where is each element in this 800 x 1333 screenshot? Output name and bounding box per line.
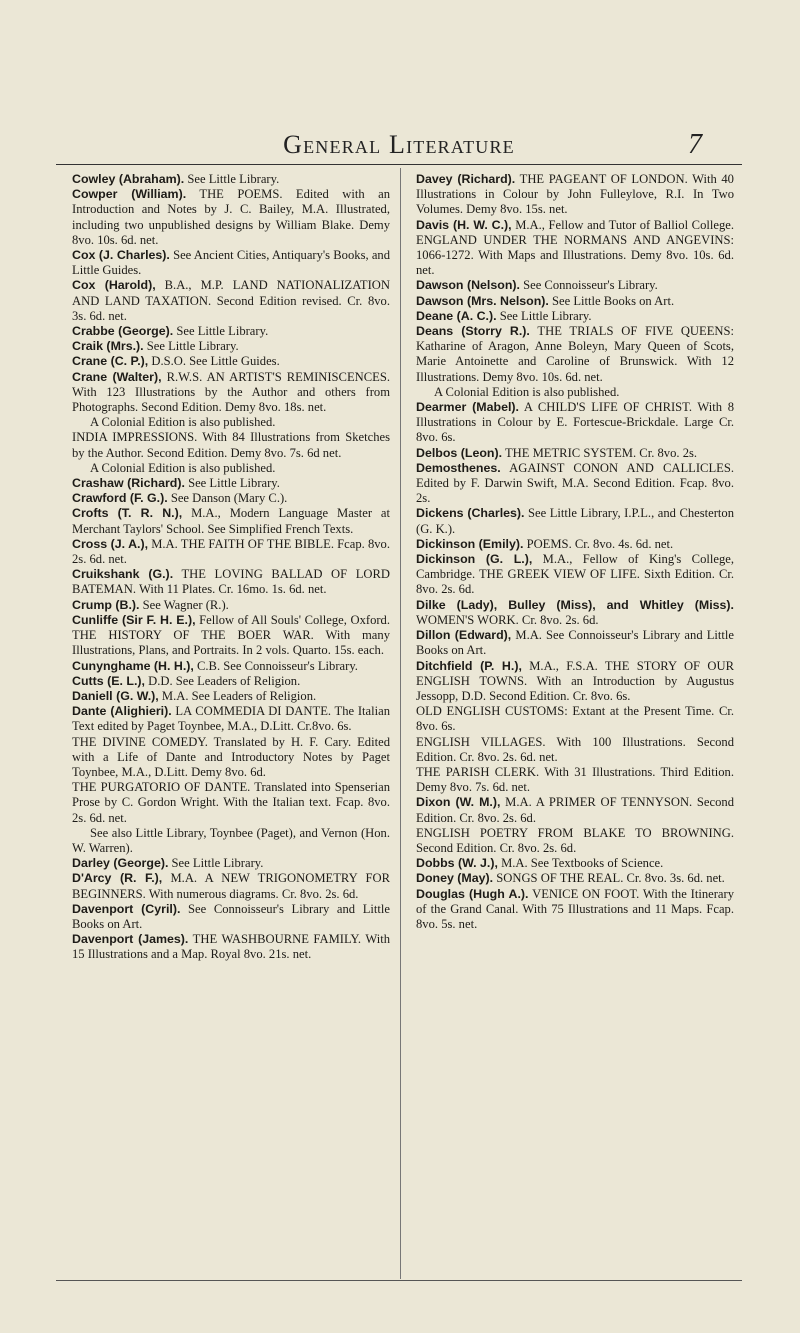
catalogue-entry [416,400,734,446]
running-head [56,130,742,160]
catalogue-entry [72,187,390,248]
entry-text: See Little Library. [184,172,280,186]
entry-text: A Colonial Edition is also published. [434,384,620,399]
entry-text: C.B. See Connoisseur's Library. [193,658,358,673]
catalogue-entry [416,765,734,795]
entry-text: OLD ENGLISH CUSTOMS: Extant at the Present Time. Cr. 8vo. 6s. [416,704,734,734]
catalogue-entry [72,856,390,871]
entry-heading: Darley (George). [72,856,169,871]
catalogue-entry [416,309,734,324]
entry-heading: Cowper (William). [72,187,187,202]
catalogue-entry [72,567,390,597]
entry-heading: Dickinson (G. L.), [416,552,533,567]
catalogue-entry [416,552,734,598]
entry-text: Fellow of All Souls' College, Oxford. THE HISTORY OF THE BOER WAR. With many Illustrations, Plans, and Portraits. In 2 vols. Quarto. 15s. each. [72,612,391,658]
entry-text: M.A. See Leaders of Religion. [158,688,317,703]
entry-text: M.A., Fellow and Tutor of Balliol College. ENGLAND UNDER THE NORMANS AND ANGEVINS: 1066-1272. With Maps and Illustrations. Demy 8vo. 10s. 6d. net. [416,217,734,278]
entry-text: See Little Library. [173,324,269,339]
entry-heading: Cutts (E. L.), [72,673,145,688]
catalogue-entry [416,218,734,279]
catalogue-entry [416,324,734,385]
entry-text: THE WASHBOURNE FAMILY. With 15 Illustrations and a Map. Royal 8vo. 21s. net. [72,932,390,962]
entry-heading: Deane (A. C.). [416,308,497,323]
entry-heading: Dobbs (W. J.), [416,856,498,871]
entry-text: A CHILD'S LIFE OF CHRIST. With 8 Illustrations in Colour by E. Fortescue-Brickdale. Large Cr. 8vo. 6s. [416,400,734,445]
catalogue-entry [416,795,734,825]
catalogue-entry [416,461,734,507]
entry-text: M.A., F.S.A. THE STORY OF OUR ENGLISH TOWNS. With an Introduction by Augustus Jessopp, D.D. Second Edition. Cr. 8vo. 6s. [416,658,734,703]
entry-text: See Little Library, I.P.L., and Chesterton (G. K.). [416,506,735,536]
entry-text: THE LOVING BALLAD OF LORD BATEMAN. With 11 Plates. Cr. 16mo. 1s. 6d. net. [72,567,391,597]
catalogue-entry [72,339,390,354]
entry-heading: Cruikshank (G.). [72,567,174,582]
entry-heading: Dixon (W. M.), [416,795,501,810]
catalogue-entry [72,659,390,674]
entry-text: POEMS. Cr. 8vo. 4s. 6d. net. [523,536,674,551]
entry-heading: Dillon (Edward), [416,628,512,643]
catalogue-entry [416,172,734,218]
entry-heading: Davenport (James). [72,932,189,947]
catalogue-entry [416,294,734,309]
entry-text: See Little Library. [184,476,280,491]
entry-heading: Cowley (Abraham). [72,172,185,186]
entry-text: See Little Library. [168,856,264,871]
page-title: General Literature [283,130,515,159]
catalogue-entry [416,598,734,628]
catalogue-entry [72,689,390,704]
catalogue-entry [416,704,734,734]
catalogue-entry [72,704,390,734]
catalogue-entry [72,415,390,430]
page-number: 7 [688,129,702,160]
entry-heading: Demosthenes. [416,460,501,475]
entry-text: M.A. A NEW TRIGONOMETRY FOR BEGINNERS. With numerous diagrams. Cr. 8vo. 2s. 6d. [72,871,390,901]
entry-heading: D'Arcy (R. F.), [72,871,163,886]
entry-text: AGAINST CONON AND CALLICLES. Edited by F. Darwin Swift, M.A. Second Edition. Fcap. 8vo. 2s. [416,460,734,506]
header-rule [56,164,742,165]
catalogue-entry [416,887,734,933]
entry-heading: Cunynghame (H. H.), [72,658,194,673]
entry-text: ENGLISH VILLAGES. With 100 Illustrations. Second Edition. Cr. 8vo. 2s. 6d. net. [416,734,734,764]
catalogue-entry [72,598,390,613]
entry-text: ENGLISH POETRY FROM BLAKE TO BROWNING. Second Edition. Cr. 8vo. 2s. 6d. [416,825,734,855]
entry-heading: Crofts (T. R. N.), [72,506,183,521]
entry-text: See Connoisseur's Library. [519,278,658,293]
entry-text: See also Little Library, Toynbee (Paget), and Vernon (Hon. W. Warren). [72,825,390,855]
entry-text: B.A., M.P. LAND NATIONALIZATION AND LAND TAXATION. Second Edition revised. Cr. 8vo. 3s. 6d. net. [72,278,390,323]
entry-text: M.A. THE FAITH OF THE BIBLE. Fcap. 8vo. 2s. 6d. net. [72,536,390,567]
entry-heading: Dawson (Nelson). [416,278,520,293]
catalogue-entry [72,674,390,689]
entry-heading: Cross (J. A.), [72,536,149,551]
catalogue-entry [416,506,734,536]
catalogue-entry [416,628,734,658]
catalogue-entry [72,826,390,856]
catalogue-entry [72,613,390,659]
entry-text: See Ancient Cities, Antiquary's Books, and Little Guides. [72,248,390,278]
entry-text: M.A. See Textbooks of Science. [497,856,664,871]
entry-heading: Crane (Walter), [72,369,162,384]
right-column [416,172,734,932]
entry-heading: Crump (B.). [72,597,140,612]
catalogue-entry [72,932,390,962]
catalogue-entry [416,385,734,400]
column-divider [400,168,401,1279]
entry-heading: Delbos (Leon). [416,445,503,460]
entry-text: WOMEN'S WORK. Cr. 8vo. 2s. 6d. [416,612,599,627]
entry-text: THE PAGEANT OF LONDON. With 40 Illustrations in Colour by John Fulleylove, R.I. In Two Volumes. Demy 8vo. 15s. net. [416,172,734,217]
entry-text: THE DIVINE COMEDY. Translated by H. F. Cary. Edited with a Life of Dante and Introductory Notes by Paget Toynbee, M.A., D.Litt. Demy 8vo. 6d. [72,734,390,779]
catalogue-entry [416,537,734,552]
entry-text: M.A., Modern Language Master at Merchant Taylors' School. See Simplified French Texts. [72,506,390,536]
entry-heading: Cox (Harold), [72,278,156,293]
entry-text: See Connoisseur's Library and Little Books on Art. [72,901,390,931]
catalogue-entry [72,370,390,416]
entry-text: A Colonial Edition is also published. [90,415,276,430]
catalogue-entry [72,902,390,932]
catalogue-entry [416,735,734,765]
entry-heading: Craik (Mrs.). [72,339,144,354]
entry-text: M.A., Fellow of King's College, Cambridge. THE GREEK VIEW OF LIFE. Sixth Edition. Cr. 8vo. 2s. 6d. [416,552,734,597]
entry-heading: Dilke (Lady), Bulley (Miss), and Whitley (Miss). [416,597,734,612]
entry-text: THE METRIC SYSTEM. Cr. 8vo. 2s. [502,445,698,460]
entry-text: R.W.S. AN ARTIST'S REMINISCENCES. With 123 Illustrations by the Author and others from Photographs. Second Edition. Demy 8vo. 18s. net. [72,369,390,415]
catalogue-entry [416,871,734,886]
catalogue-entry [72,871,390,901]
entry-text: SONGS OF THE REAL. Cr. 8vo. 3s. 6d. net. [493,871,725,886]
entry-heading: Crawford (F. G.). [72,491,168,506]
catalogue-entry [72,476,390,491]
entry-text: See Little Library. [496,308,592,323]
entry-text: D.D. See Leaders of Religion. [144,673,301,688]
catalogue-entry [72,461,390,476]
entry-text: THE PARISH CLERK. With 31 Illustrations. Third Edition. Demy 8vo. 7s. 6d. net. [416,764,734,795]
entry-heading: Dearmer (Mabel). [416,400,519,415]
entry-text: See Wagner (R.). [139,597,229,612]
entry-heading: Cunliffe (Sir F. H. E.), [72,612,196,627]
catalogue-entry [72,172,390,187]
entry-text: A Colonial Edition is also published. [90,460,276,475]
entry-heading: Crabbe (George). [72,324,174,339]
catalogue-entry [72,491,390,506]
entry-heading: Ditchfield (P. H.), [416,658,522,673]
catalogue-entry [72,780,390,826]
catalogue-entry [72,324,390,339]
catalogue-entry [72,248,390,278]
entry-text: INDIA IMPRESSIONS. With 84 Illustrations from Sketches by the Author. Second Edition. Demy 8vo. 7s. 6d net. [72,430,390,460]
entry-text: D.S.O. See Little Guides. [148,354,280,369]
entry-heading: Cox (J. Charles). [72,248,170,263]
catalogue-entry [416,659,734,705]
entry-heading: Crashaw (Richard). [72,476,185,491]
catalogue-entry [416,278,734,293]
entry-text: THE PURGATORIO OF DANTE. Translated into Spenserian Prose by C. Gordon Wright. With the Italian text. Fcap. 8vo. 2s. 6d. net. [72,780,390,825]
catalogue-entry [72,430,390,460]
catalogue-entry [72,506,390,536]
entry-heading: Dickens (Charles). [416,506,525,521]
entry-heading: Daniell (G. W.), [72,688,159,703]
catalogue-entry [416,856,734,871]
catalogue-entry [72,278,390,324]
entry-text: LA COMMEDIA DI DANTE. The Italian Text edited by Paget Toynbee, M.A., D.Litt. Cr.8vo. 6s. [72,704,390,734]
entry-heading: Douglas (Hugh A.). [416,886,529,901]
entry-text: See Little Library. [143,339,239,354]
entry-heading: Deans (Storry R.). [416,324,530,339]
left-column [72,172,390,963]
entry-text: M.A. A PRIMER OF TENNYSON. Second Edition. Cr. 8vo. 2s. 6d. [416,795,734,825]
entry-text: THE POEMS. Edited with an Introduction and Notes by J. C. Bailey, M.A. Illustrated, including two unpublished designs by William Blake. Demy 8vo. 10s. 6d. net. [72,187,390,247]
footer-rule [56,1280,742,1281]
catalogue-entry [72,735,390,781]
catalogue-entry [72,537,390,567]
entry-text: THE TRIALS OF FIVE QUEENS: Katharine of Aragon, Anne Boleyn, Mary Queen of Scots, Marie Antoinette and Caroline of Brunswick. With 12 Illustrations. Demy 8vo. 10s. 6d. net. [416,324,735,384]
entry-text: VENICE ON FOOT. With the Itinerary of the Grand Canal. With 75 Illustrations and 11 Maps. Fcap. 8vo. 5s. net. [416,886,735,931]
entry-heading: Dickinson (Emily). [416,536,524,551]
entry-text: See Danson (Mary C.). [167,491,288,506]
entry-heading: Crane (C. P.), [72,354,149,369]
catalogue-entry [416,826,734,856]
entry-text: M.A. See Connoisseur's Library and Little Books on Art. [416,628,734,658]
catalogue-entry [416,446,734,461]
entry-text: See Little Books on Art. [548,293,675,308]
entry-heading: Davenport (Cyril). [72,901,181,916]
entry-heading: Davey (Richard). [416,172,516,186]
entry-heading: Dawson (Mrs. Nelson). [416,293,549,308]
entry-heading: Dante (Alighieri). [72,704,172,719]
entry-heading: Davis (H. W. C.), [416,217,512,232]
catalogue-entry [72,354,390,369]
entry-heading: Doney (May). [416,871,494,886]
